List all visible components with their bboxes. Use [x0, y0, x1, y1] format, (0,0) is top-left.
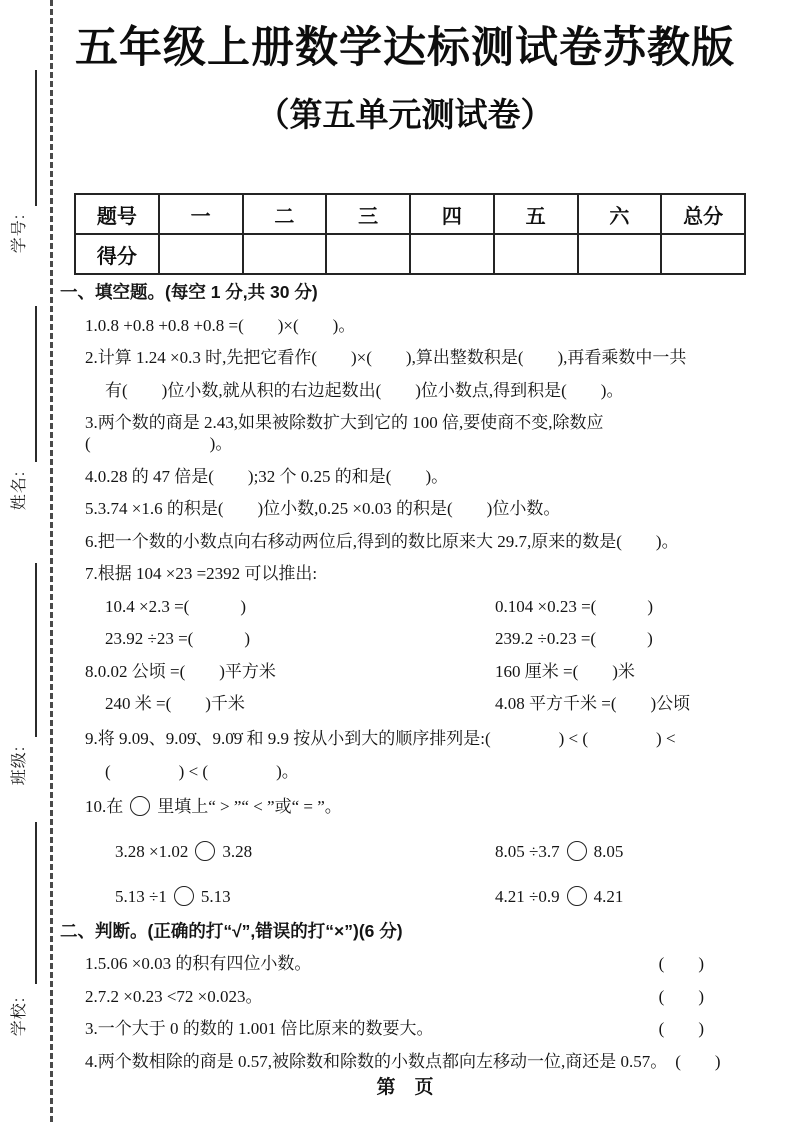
judge-item-1 [60, 953, 750, 974]
score-row-label: 得分 [75, 234, 159, 274]
class-label-text: 班级: [11, 745, 29, 785]
question-8-row1-right: 160 厘米 =( )米 [495, 661, 635, 681]
student-id-label-text: 学号: [11, 213, 29, 253]
student-id-blank-line [35, 70, 37, 206]
page-number-footer: 第 页 [376, 1077, 434, 1098]
question-7-row2 [60, 628, 750, 649]
score-table [74, 193, 746, 275]
score-cell-empty [578, 234, 662, 274]
judge-item-2-text: 2.7.2 ×0.23 <72 ×0.023。 [85, 986, 263, 1006]
question-5: 5.3.74 ×1.6 的积是( )位小数,0.25 ×0.03 的积是( )位小数。 [85, 499, 561, 519]
score-table-col-4: 四 [410, 194, 494, 234]
question-7-row2-right: 239.2 ÷0.23 =( ) [495, 629, 653, 649]
comparison-1-right: 3.28 [222, 841, 253, 861]
question-7-row1-left: 10.4 ×2.3 =( ) [105, 596, 246, 616]
question-8-row2-right: 4.08 平方千米 =( )公顷 [495, 694, 691, 714]
question-7-row2-left: 23.92 ÷23 =( ) [105, 629, 250, 649]
score-table-col-label: 题号 [75, 194, 159, 234]
section1-heading: 一、填空题。(每空 1 分,共 30 分) [60, 282, 318, 303]
page-title: 五年级上册数学达标测试卷苏教版 [75, 24, 735, 72]
comparison-2 [495, 841, 623, 862]
comparison-4 [495, 886, 623, 907]
comparison-3 [115, 886, 495, 907]
comparison-4-left: 4.21 ÷0.9 [495, 886, 560, 906]
judge-item-4-text: 4.两个数相除的商是 0.57,被除数和除数的小数点都向左移动一位,商还是 0.57。 [85, 1051, 668, 1071]
score-cell-empty [243, 234, 327, 274]
score-table-col-1: 一 [159, 194, 243, 234]
school-label-text: 学校: [11, 996, 29, 1036]
class-label [1, 729, 35, 801]
question-7-intro: 7.根据 104 ×23 =2392 可以推出: [85, 564, 318, 584]
judge-item-2-answer-blank: ( ) [658, 986, 704, 1006]
comparison-2-left: 8.05 ÷3.7 [495, 841, 560, 861]
question-4: 4.0.28 的 47 倍是( );32 个 0.25 的和是( )。 [85, 466, 449, 486]
comparison-circle-icon [195, 841, 215, 861]
judge-item-3 [60, 1018, 750, 1039]
judge-item-4-answer-blank: ( ) [675, 1051, 721, 1071]
question-10-prefix: 10.在 [85, 796, 124, 816]
score-cell-empty [326, 234, 410, 274]
comparison-1 [115, 841, 495, 862]
judge-item-3-text: 3.一个大于 0 的数的 1.001 倍比原来的数要大。 [85, 1019, 434, 1039]
comparison-2-right: 8.05 [593, 841, 624, 861]
question-1: 1.0.8 +0.8 +0.8 +0.8 =( )×( )。 [85, 315, 356, 335]
comparison-1-left: 3.28 ×1.02 [115, 841, 189, 861]
question-2-line2: 有( )位小数,就从积的右边起数出( )位小数点,得到积是( )。 [105, 380, 624, 400]
school-label [1, 980, 35, 1052]
comparison-3-right: 5.13 [200, 886, 231, 906]
page-subtitle: （第五单元测试卷） [256, 96, 554, 134]
question-10-suffix: 里填上“ > ”“ < ”或“ = ”。 [157, 796, 342, 816]
question-2-line1: 2.计算 1.24 ×0.3 时,先把它看作( )×( ),算出整数积是( ),再看乘数中一共 [85, 348, 687, 368]
question-8-row2 [60, 693, 750, 714]
comparison-4-right: 4.21 [593, 886, 624, 906]
score-cell-empty [494, 234, 578, 274]
score-table-col-3: 三 [326, 194, 410, 234]
score-table-header-row [75, 194, 745, 234]
judge-item-3-answer-blank: ( ) [658, 1019, 704, 1039]
score-table-col-5: 五 [494, 194, 578, 234]
question-10-row1 [60, 841, 750, 862]
question-8-row1-left: 8.0.02 公顷 =( )平方米 [85, 661, 276, 681]
question-8-row2-left: 240 米 =( )千米 [105, 694, 245, 714]
dashed-cut-line [50, 0, 53, 1122]
name-label-text: 姓名: [11, 470, 29, 510]
judge-item-4 [60, 1051, 750, 1072]
class-blank-line [35, 563, 37, 737]
judge-item-1-answer-blank: ( ) [658, 954, 704, 974]
section2-heading: 二、判断。(正确的打“√”,错误的打“×”)(6 分) [60, 920, 403, 941]
score-cell-empty [410, 234, 494, 274]
comparison-circle-icon [567, 886, 587, 906]
score-cell-empty [159, 234, 243, 274]
comparison-circle-icon [174, 886, 194, 906]
comparison-3-left: 5.13 ÷1 [115, 886, 167, 906]
name-label [1, 454, 35, 526]
score-table-col-6: 六 [578, 194, 662, 234]
judge-item-2 [60, 986, 750, 1007]
student-id-label [1, 197, 35, 269]
question-3: 3.两个数的商是 2.43,如果被除数扩大到它的 100 倍,要使商不变,除数应( )。 [85, 413, 604, 454]
name-blank-line [35, 306, 37, 462]
score-table-col-total: 总分 [661, 194, 745, 234]
comparison-circle-icon [130, 796, 150, 816]
question-9-line2: ( ) < ( )。 [105, 761, 299, 781]
school-blank-line [35, 822, 37, 984]
score-cell-empty [661, 234, 745, 274]
question-7-row1-right: 0.104 ×0.23 =( ) [495, 596, 653, 616]
score-table-score-row [75, 234, 745, 274]
question-7-row1 [60, 596, 750, 617]
question-8-row1 [60, 661, 750, 682]
questions-area [60, 282, 750, 1072]
judge-item-1-text: 1.5.06 ×0.03 的积有四位小数。 [85, 954, 312, 974]
question-10-row2 [60, 886, 750, 907]
paper-content [60, 0, 750, 1072]
comparison-circle-icon [567, 841, 587, 861]
question-10-intro [60, 796, 750, 817]
score-table-col-2: 二 [243, 194, 327, 234]
question-6: 6.把一个数的小数点向右移动两位后,得到的数比原来大 29.7,原来的数是( )。 [85, 531, 679, 551]
question-9-line1: 9.将 9.09、9.09̇、9.0̇9̇ 和 9.9 按从小到大的顺序排列是:( ) < ( ) < [85, 729, 676, 749]
